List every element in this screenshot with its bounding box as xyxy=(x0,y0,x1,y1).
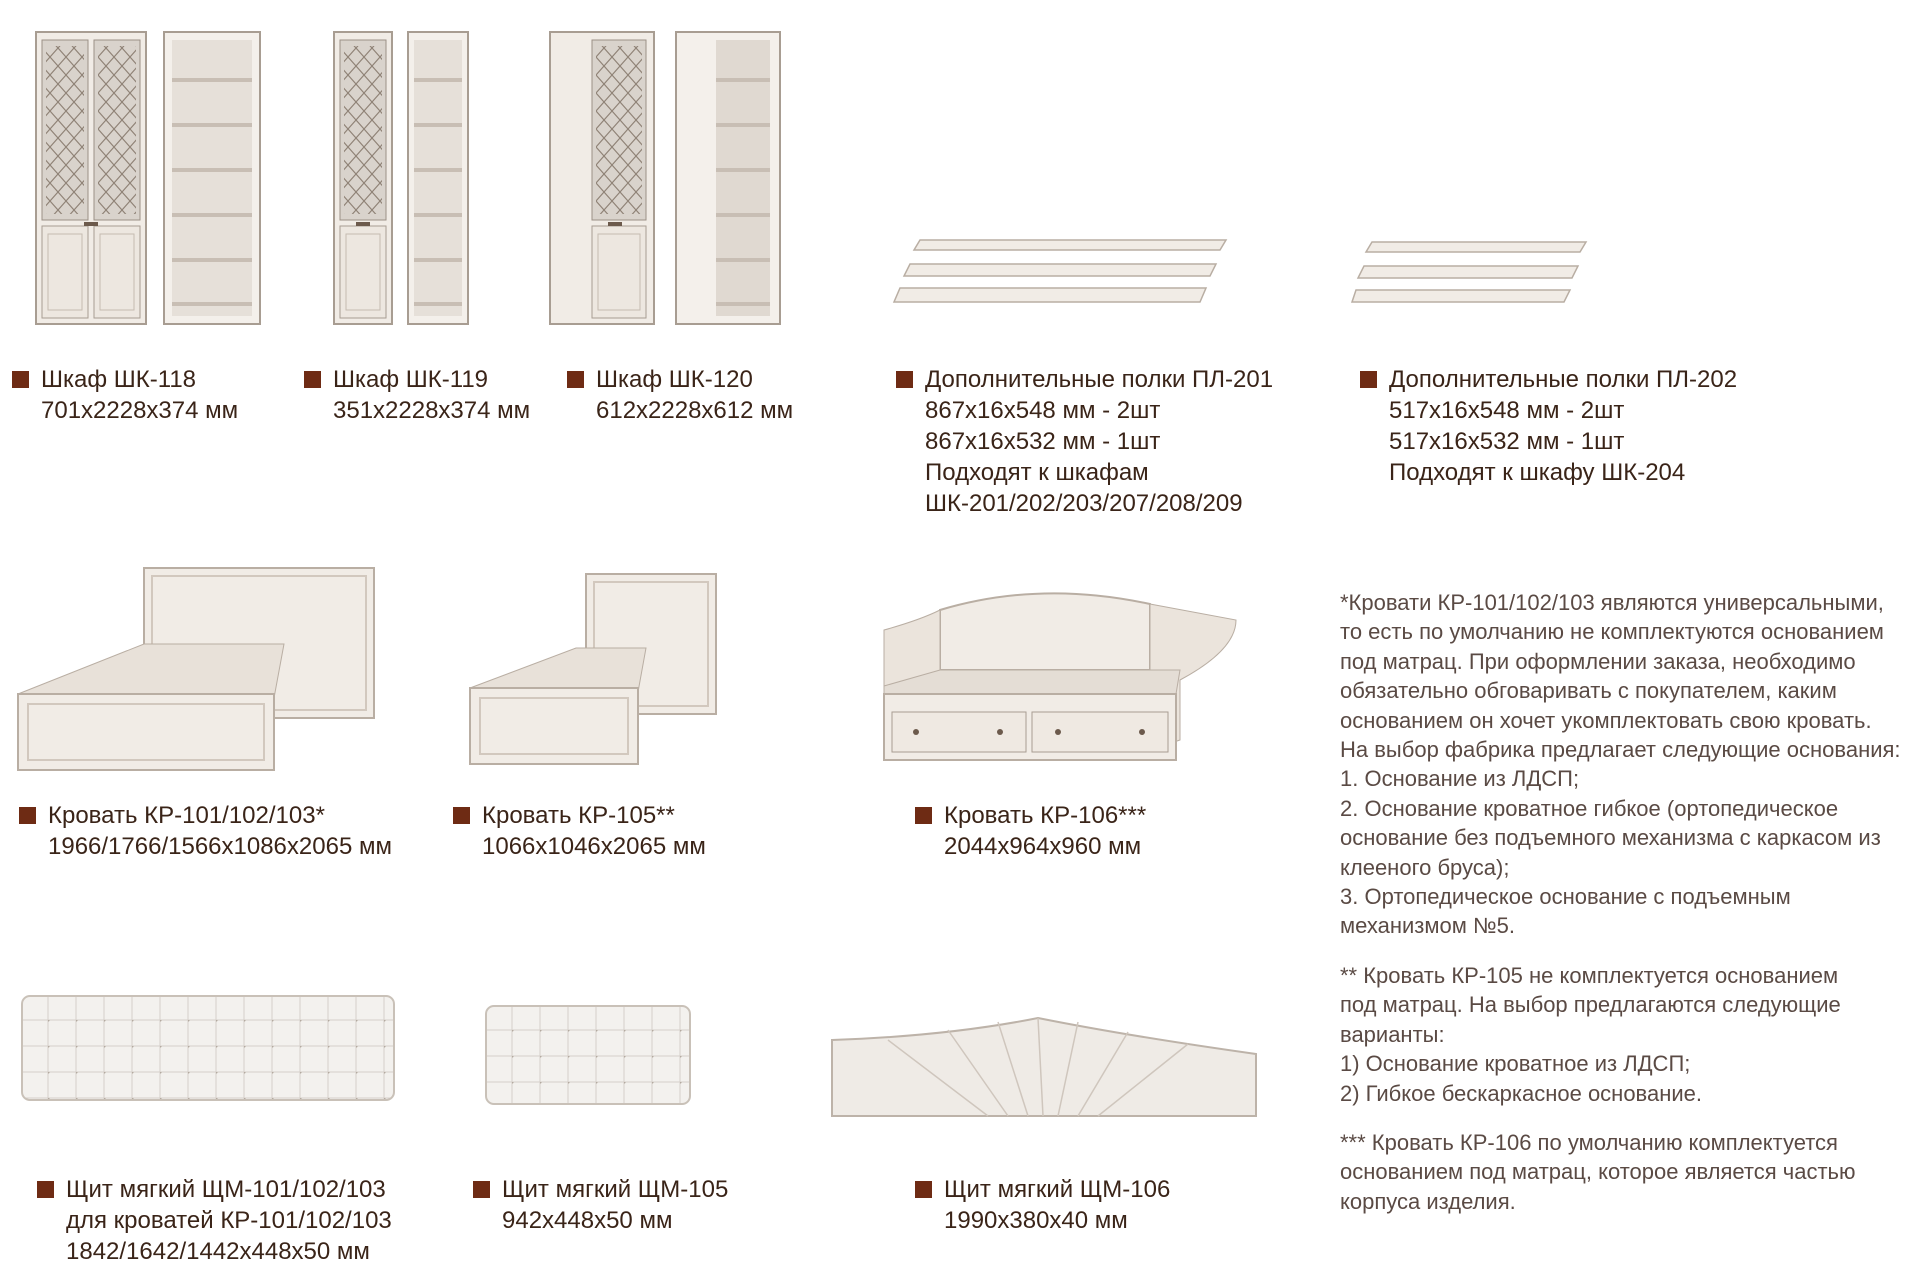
bed-kr101-image xyxy=(14,564,380,774)
product-name: Дополнительные полки ПЛ-202 xyxy=(1389,366,1738,393)
caption-title xyxy=(925,364,1273,395)
product-size: 517х16х548 мм - 2шт xyxy=(1389,397,1625,424)
caption-title xyxy=(333,364,530,395)
bullet-icon xyxy=(453,807,470,824)
product-name: Дополнительные полки ПЛ-201 xyxy=(925,366,1274,393)
caption-title xyxy=(502,1174,728,1205)
product-name: Кровать КР-106*** xyxy=(944,802,1147,829)
shelves-pl201-image xyxy=(890,236,1230,310)
note-line: то есть по умолчанию не комплектуются основанием xyxy=(1340,619,1884,645)
product-name: Шкаф ШК-119 xyxy=(333,366,489,393)
note-line: корпуса изделия. xyxy=(1340,1188,1516,1214)
product-name: Шкаф ШК-118 xyxy=(41,366,197,393)
caption-kr105 xyxy=(482,800,706,862)
note-line: 1) Основание кроватное из ЛДСП; xyxy=(1340,1051,1691,1077)
shelves-pl202-image xyxy=(1350,238,1590,310)
product-name: Кровать КР-101/102/103* xyxy=(48,802,325,829)
caption-shk119 xyxy=(333,364,530,426)
bullet-icon xyxy=(304,371,321,388)
bullet-icon xyxy=(473,1181,490,1198)
product-size: 1990х380х40 мм xyxy=(944,1207,1128,1234)
note-line: 1. Основание из ЛДСП; xyxy=(1340,766,1580,792)
caption-title xyxy=(482,800,706,831)
note-line: 2) Гибкое бескаркасное основание. xyxy=(1340,1080,1703,1106)
caption-title xyxy=(66,1174,392,1205)
caption-shm105 xyxy=(502,1174,728,1236)
product-size: 517х16х532 мм - 1шт xyxy=(1389,428,1625,455)
bullet-icon xyxy=(19,807,36,824)
footnote-kr101 xyxy=(1340,588,1920,941)
product-size: 2044х964х960 мм xyxy=(944,833,1142,860)
product-compat: Подходят к шкафам xyxy=(925,459,1149,486)
note-line: *** Кровать КР-106 по умолчанию комплектуется xyxy=(1340,1129,1838,1155)
note-line: На выбор фабрика предлагает следующие основания: xyxy=(1340,737,1901,763)
bullet-icon xyxy=(915,807,932,824)
product-size: 612х2228х612 мм xyxy=(596,397,794,424)
footnote-kr105 xyxy=(1340,961,1920,1108)
note-line: 3. Ортопедическое основание с подъемным xyxy=(1340,884,1791,910)
cabinet-shk118-image xyxy=(34,30,264,330)
note-line: ** Кровать КР-105 не комплектуется основанием xyxy=(1340,962,1839,988)
caption-shk120 xyxy=(596,364,793,426)
note-line: основанием под матрац, которое является частью xyxy=(1340,1159,1856,1185)
cabinet-shk120-image xyxy=(548,30,784,330)
caption-title xyxy=(596,364,793,395)
caption-title xyxy=(944,800,1146,831)
caption-title xyxy=(48,800,392,831)
headboard-shm105-image xyxy=(484,1004,694,1108)
product-compat: ШК-201/202/203/207/208/209 xyxy=(925,490,1243,517)
product-name: Щит мягкий ЩМ-101/102/103 xyxy=(66,1176,386,1203)
bullet-icon xyxy=(567,371,584,388)
product-size: 351х2228х374 мм xyxy=(333,397,531,424)
note-line: 2. Основание кроватное гибкое (ортопедическое xyxy=(1340,795,1839,821)
product-name: Щит мягкий ЩМ-106 xyxy=(944,1176,1171,1203)
note-line: клееного бруса); xyxy=(1340,854,1510,880)
caption-pl201 xyxy=(925,364,1273,519)
note-line: механизмом №5. xyxy=(1340,913,1515,939)
note-line: основание без подъемного механизма с каркасом из xyxy=(1340,825,1881,851)
bullet-icon xyxy=(1360,371,1377,388)
note-line: под матрац. При оформлении заказа, необходимо xyxy=(1340,648,1856,674)
caption-shm106 xyxy=(944,1174,1170,1236)
cabinet-shk119-image xyxy=(332,30,472,330)
product-name: Кровать КР-105** xyxy=(482,802,675,829)
product-size: 1842/1642/1442х448х50 мм xyxy=(66,1238,370,1265)
caption-title xyxy=(1389,364,1737,395)
bullet-icon xyxy=(915,1181,932,1198)
product-compat: Подходят к шкафу ШК-204 xyxy=(1389,459,1686,486)
headboard-shm101-image xyxy=(20,994,398,1104)
product-compat: для кроватей КР-101/102/103 xyxy=(66,1207,392,1234)
note-line: обязательно обговаривать с покупателем, каким xyxy=(1340,678,1837,704)
caption-shk118 xyxy=(41,364,238,426)
product-size: 942х448х50 мм xyxy=(502,1207,673,1234)
product-size: 701х2228х374 мм xyxy=(41,397,239,424)
caption-shm101 xyxy=(66,1174,392,1267)
bullet-icon xyxy=(896,371,913,388)
caption-kr106 xyxy=(944,800,1146,862)
bed-kr106-image xyxy=(880,590,1240,762)
footnote-kr106 xyxy=(1340,1128,1920,1216)
caption-pl202 xyxy=(1389,364,1737,488)
product-size: 1066х1046х2065 мм xyxy=(482,833,706,860)
caption-kr101 xyxy=(48,800,392,862)
note-line: основанием он хочет укомплектовать свою кровать. xyxy=(1340,707,1872,733)
footnotes xyxy=(1340,588,1920,1216)
note-line: *Кровати КР-101/102/103 являются универсальными, xyxy=(1340,590,1884,615)
product-size: 1966/1766/1566х1086х2065 мм xyxy=(48,833,392,860)
headboard-shm106-image xyxy=(828,1016,1260,1120)
product-size: 867х16х532 мм - 1шт xyxy=(925,428,1161,455)
note-line: под матрац. На выбор предлагаются следующие xyxy=(1340,992,1841,1018)
bed-kr105-image xyxy=(466,572,720,768)
caption-title xyxy=(944,1174,1170,1205)
product-size: 867х16х548 мм - 2шт xyxy=(925,397,1161,424)
bullet-icon xyxy=(12,371,29,388)
product-name: Щит мягкий ЩМ-105 xyxy=(502,1176,729,1203)
caption-title xyxy=(41,364,238,395)
bullet-icon xyxy=(37,1181,54,1198)
product-name: Шкаф ШК-120 xyxy=(596,366,753,393)
note-line: варианты: xyxy=(1340,1021,1445,1047)
